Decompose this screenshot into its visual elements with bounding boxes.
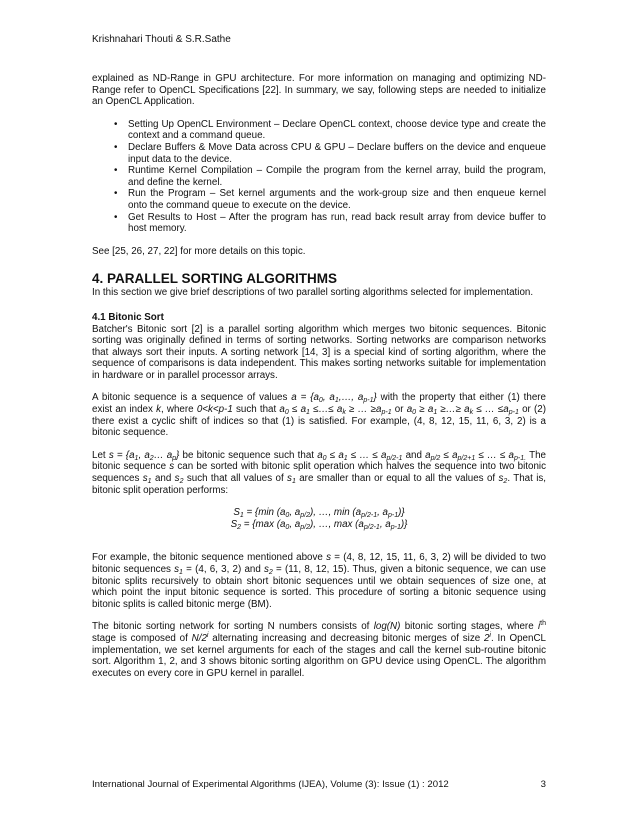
subsection-heading: 4.1 Bitonic Sort [92,311,164,323]
equation-s2: $S_2 = \{\max$ ($a_0$, $a_{p/2}$), …, $\max (a_{p/2-1}$, $a_{p-1}$)} [230,518,408,531]
page-body [92,73,546,679]
bitonic-split-paragraph: Let $s = \{a_1$, $a_2\dots$ $a_p$} be bitonic sequence such that $a_0 \le a_1$ ≤ … ≤ $a_{p/2-1}$ and $a_{p/2} \le a_{p/2+1}$ ≤ … ≤ $a_{p-1.}$ The bitonic sequence s can be sorted with bitonic split operation which halves the sequence into two bitonic sequences $s_1$ and $s_2$ such that all values of $s_1$ are smaller than or equal to all the values of $s_2$. That is, bitonic split operation performs: [92,449,546,496]
list-item: • Setting Up OpenCL Environment – Declare OpenCL context, choose device type and create the context and a command queue. [92,119,546,142]
list-item: • Declare Buffers & Move Data across CPU & GPU – Declare buffers on the device and enqueue input data to the device. [92,142,546,165]
page-number: 3 [540,779,546,790]
bitonic-intro-paragraph: Batcher's Bitonic sort [2] is a parallel sorting algorithm which merges two bitonic sequences. Bitonic sorting was originally defined in terms of sorting networks. Sorting networks are comparison networks that always sort their inputs. A sorting network [14, 3] is a special kind of sorting algorithm, where the sequence of comparisons is data independent. This makes sorting networks suitable for implementation in hardware or in parallel processor arrays. [92,323,546,381]
list-item: • Get Results to Host – After the program has run, read back result array from device buffer to host memory. [92,212,546,235]
section-heading: 4. PARALLEL SORTING ALGORITHMS [92,271,338,287]
list-item: • Run the Program – Set kernel arguments and the work-group size and then enqueue kernel onto the command queue to execute on the device. [92,188,546,211]
journal-citation: International Journal of Experimental Algorithms (IJEA), Volume (3): Issue (1) : 2012 [92,779,449,790]
opencl-steps-list [92,119,546,235]
bitonic-definition-paragraph: A bitonic sequence is a sequence of values $a = \{a_0$, $a_1,\dots$, $a_{p-1}$} with the property that either (1) there exist an index k, where 0<k<p-1 such that $a_0 \le a_1$ ≤…≤ $a_k$ ≥ … $\ge a_{p-1}$ or $a_0 \ge a_1$ ≥…≥ $a_k$ ≤ … $\le a_{p-1}$ or (2) there exist a cyclic shift of indices so that (1) is satisfied. For example, (4, 8, 12, 15, 11, 6, 3, 2) is a bitonic sequence. [92,392,546,439]
see-also-paragraph: See [25, 26, 27, 22] for more details on this topic. [92,245,306,257]
intro-paragraph: explained as ND-Range in GPU architecture. For more information on managing and optimizing ND-Range refer to OpenCL Specifications [22]. In summary, we say, following steps are needed to initialize an OpenCL Application. [92,73,546,108]
page-footer [92,779,546,791]
bitonic-network-paragraph: The bitonic sorting network for sorting N numbers consists of log(N) bitonic sorting stages, where $i^{th}$ stage is composed of N/2$^i$ alternating increasing and decreasing bitonic merges of size 2$^i$. In OpenCL implementation, we set kernel arguments for each of the stages and call the kernel sub-routine bitonic sort. Algorithm 1, 2, and 3 shows bitonic sorting algorithm on GPU device using OpenCL. The algorithm executes on every core in GPU kernel in parallel. [92,620,546,679]
equation-s1: $S_1 = \{\min$ ($a_0$, $a_{p/2}$), …, $\min (a_{p/2-1}$, $a_{p-1}$)} [233,507,405,520]
bitonic-example-paragraph: For example, the bitonic sequence mentioned above s = (4, 8, 12, 15, 11, 6, 3, 2) will be divided to two bitonic sequences $s_1 = (4$, 6, 3, 2) and $s_2 = (11$, 8, 12, 15). Thus, given a bitonic sequence, we can use bitonic splits recursively to obtain short bitonic sequences until we obtain sequences of size one, at which point the input bitonic sequence is sorted. This procedure of sorting a bitonic sequence using bitonic splits is called bitonic merge (BM). [92,552,547,610]
list-item: • Runtime Kernel Compilation – Compile the program from the kernel array, build the program, and define the kernel. [92,165,546,188]
running-header: Krishnahari Thouti & S.R.Sathe [92,34,231,45]
split-equations [92,507,546,530]
section-intro-paragraph: In this section we give brief descriptions of two parallel sorting algorithms selected for implementation. [92,287,534,299]
